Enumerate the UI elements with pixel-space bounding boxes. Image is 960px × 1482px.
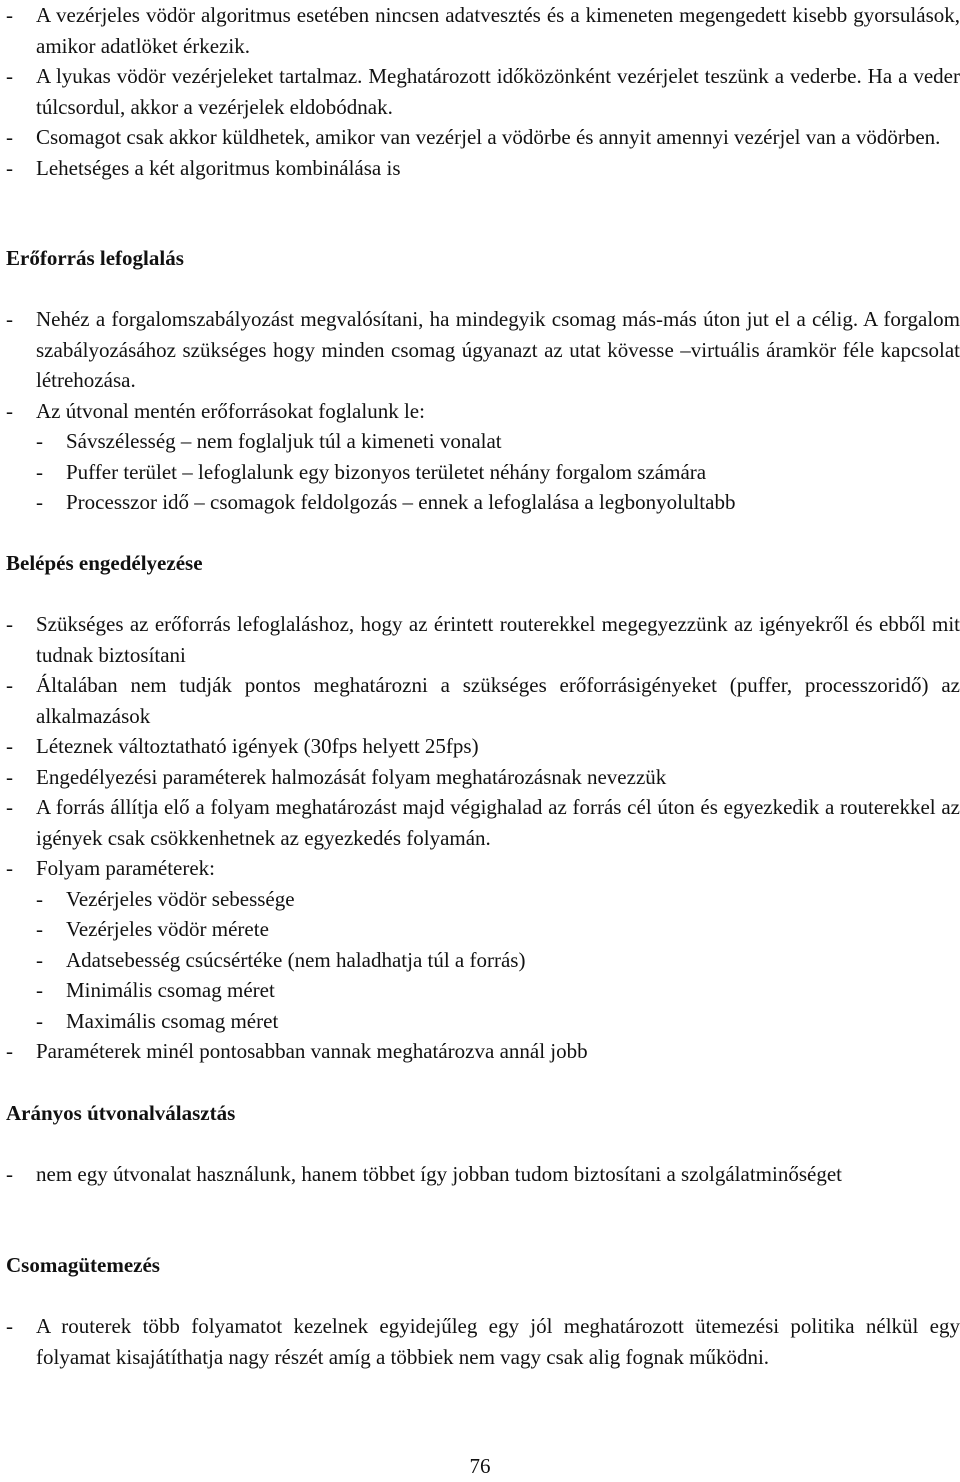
packet-scheduling-list xyxy=(6,1311,960,1372)
list-item: - Általában nem tudják pontos meghatározni a szükséges erőforrásigényeket (puffer, processzoridő) az alkalmazások xyxy=(6,670,960,731)
section-heading-admission-control: Belépés engedélyezése xyxy=(6,551,203,575)
list-item: - Csomagot csak akkor küldhetek, amikor van vezérjel a vödörbe és annyit amennyi vezérjel van a vödörben. xyxy=(6,122,960,153)
bullet-dash: - xyxy=(6,64,13,88)
bullet-dash: - xyxy=(6,795,13,819)
bullet-dash: - xyxy=(36,978,43,1002)
bullet-dash: - xyxy=(36,1008,43,1033)
list-item: - A lyukas vödör vezérjeleket tartalmaz. Meghatározott időközönként vezérjelet teszünk a vederbe. Ha a veder túlcsordul, akkor a vezérjelek eldobódnak. xyxy=(6,61,960,122)
sub-list-item: - Vezérjeles vödör sebessége xyxy=(36,884,960,915)
bullet-dash: - xyxy=(6,398,13,423)
sub-list-item: - Sávszélesség – nem foglaljuk túl a kimeneti vonalat xyxy=(36,426,960,457)
bullet-dash: - xyxy=(6,612,13,636)
bullet-dash: - xyxy=(6,3,13,27)
resource-reservation-list xyxy=(6,304,960,518)
sub-list-item: - Adatsebesség csúcsértéke (nem haladhatja túl a forrás) xyxy=(36,945,960,976)
bullet-dash: - xyxy=(6,856,13,880)
list-item: - Az útvonal mentén erőforrásokat foglalunk le: xyxy=(6,396,960,427)
bullet-dash: - xyxy=(36,490,43,514)
sub-list-item: - Maximális csomag méret xyxy=(36,1006,960,1037)
page-number: 76 xyxy=(469,1454,491,1478)
list-item: - A vezérjeles vödör algoritmus esetében nincsen adatvesztés és a kimeneten megengedett kisebb gyorsulások, amikor adatlöket érkezik. xyxy=(6,0,960,61)
bullet-dash: - xyxy=(6,155,13,180)
list-item: - Lehetséges a két algoritmus kombinálása is xyxy=(6,153,960,184)
section-heading-packet-scheduling: Csomagütemezés xyxy=(6,1253,160,1277)
bullet-dash: - xyxy=(6,1314,13,1338)
section-heading-proportional-routing: Arányos útvonalválasztás xyxy=(6,1101,236,1125)
bullet-dash: - xyxy=(6,1039,13,1063)
bullet-dash: - xyxy=(6,764,13,789)
bullet-dash: - xyxy=(36,459,43,484)
bullet-dash: - xyxy=(6,307,13,331)
bullet-dash: - xyxy=(36,886,43,911)
bullet-dash: - xyxy=(36,429,43,453)
intro-list xyxy=(6,0,960,183)
bullet-dash: - xyxy=(6,734,13,758)
bullet-dash: - xyxy=(36,917,43,941)
sub-list-item: - Puffer terület – lefoglalunk egy bizonyos területet néhány forgalom számára xyxy=(36,457,960,488)
bullet-dash: - xyxy=(6,673,13,697)
list-item: - Szükséges az erőforrás lefoglaláshoz, hogy az érintett routerekkel megegyezzünk az igényekről és ebből mit tudnak biztosítani xyxy=(6,609,960,670)
list-item: - nem egy útvonalat használunk, hanem többet így jobban tudom biztosítani a szolgálatminőséget xyxy=(6,1159,960,1190)
bullet-dash: - xyxy=(36,947,43,972)
list-item: - A routerek több folyamatot kezelnek egyidejűleg egy jól meghatározott ütemezési politika nélkül egy folyamat kisajátíthatja nagy részét amíg a többiek nem vagy csak alig fognak működni. xyxy=(6,1311,960,1372)
sub-list-item: - Vezérjeles vödör mérete xyxy=(36,914,960,945)
bullet-dash: - xyxy=(6,125,13,149)
list-item: - Léteznek változtatható igények (30fps helyett 25fps) xyxy=(6,731,960,762)
sub-list-item: - Minimális csomag méret xyxy=(36,975,960,1006)
list-item: - Engedélyezési paraméterek halmozását folyam meghatározásnak nevezzük xyxy=(6,762,960,793)
section-heading-resource-reservation: Erőforrás lefoglalás xyxy=(6,246,184,270)
proportional-routing-list xyxy=(6,1159,960,1190)
sub-list-item: - Processzor idő – csomagok feldolgozás – ennek a lefoglalása a legbonyolultabb xyxy=(36,487,960,518)
admission-control-list xyxy=(6,609,960,1067)
list-item: - Nehéz a forgalomszabályozást megvalósítani, ha mindegyik csomag más-más úton jut el a célig. A forgalom szabályozásához szükséges hogy minden csomag úgyanazt az utat kövesse –virtuális áramkör féle kapcsolat létrehozása. xyxy=(6,304,960,396)
list-item: - Folyam paraméterek: xyxy=(6,853,960,884)
list-item: - A forrás állítja elő a folyam meghatározást majd végighalad az forrás cél úton és egyezkedik a routerekkel az igények csak csökkenhetnek az egyezkedés folyamán. xyxy=(6,792,960,853)
list-item: - Paraméterek minél pontosabban vannak meghatározva annál jobb xyxy=(6,1036,960,1067)
bullet-dash: - xyxy=(6,1162,13,1186)
